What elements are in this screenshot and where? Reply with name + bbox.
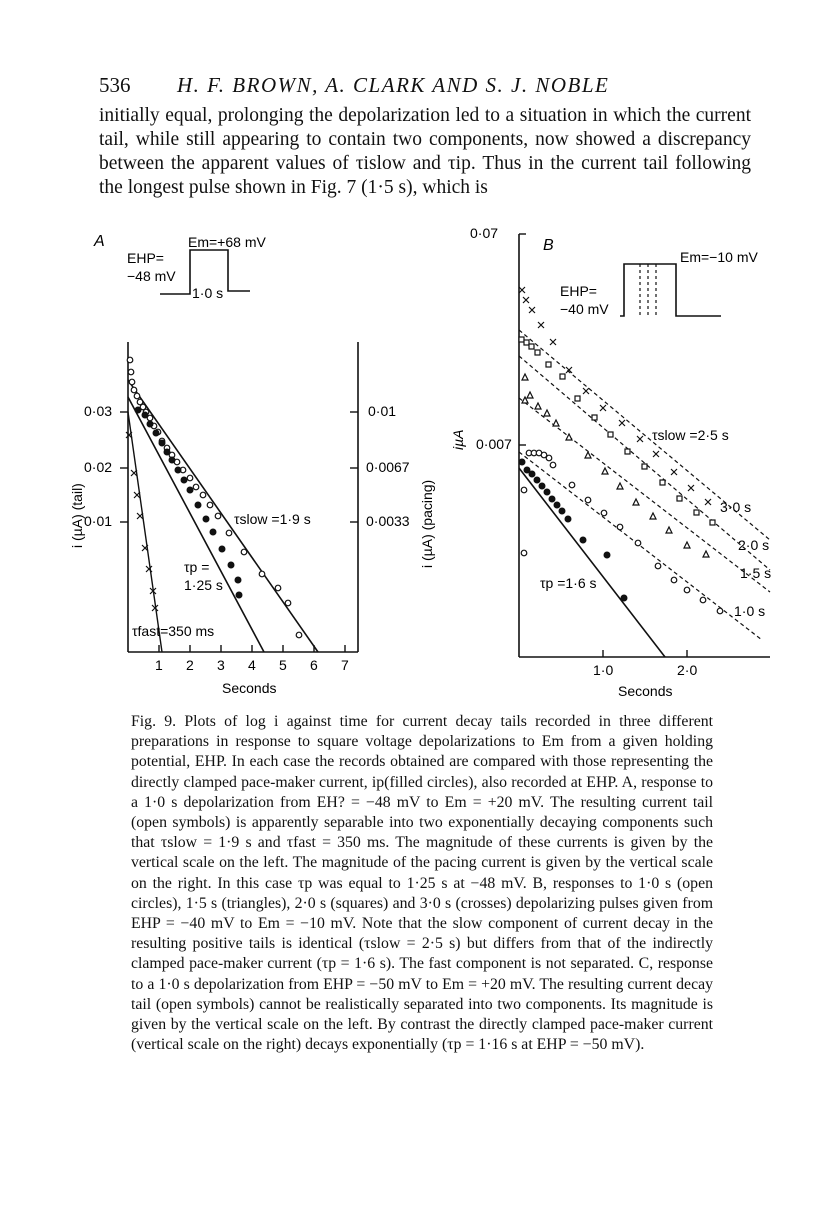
panel-a	[69, 233, 435, 696]
figure-9	[55, 222, 775, 707]
panel-b-x-tick: 2·0	[677, 662, 698, 678]
page-header	[99, 73, 759, 99]
panel-a-x-tick: 4	[248, 657, 256, 673]
panel-a-duration-label: 1·0 s	[192, 285, 224, 301]
running-head-authors: H. F. BROWN, A. CLARK AND S. J. NOBLE	[177, 73, 610, 97]
panel-b-em-label: Em=−10 mV	[680, 249, 758, 265]
panel-b-label: B	[543, 237, 554, 254]
panel-a-label: A	[94, 233, 105, 250]
panel-a-left-tick: 0·01	[84, 513, 113, 529]
panel-b-pulse-label-1s: 1·0 s	[734, 603, 766, 619]
page-number: 536	[99, 73, 131, 97]
panel-b-voltage-protocol	[620, 264, 721, 316]
figure-caption	[131, 712, 713, 1055]
panel-a-tau-fast: τfast=350 ms	[132, 623, 215, 639]
panel-a-x-tick: 2	[186, 657, 194, 673]
panel-a-right-axis-label: i (µA) (pacing)	[419, 479, 435, 568]
panel-a-ehp-label: EHP=	[127, 250, 164, 266]
panel-a-x-axis-label: Seconds	[222, 680, 277, 696]
panel-a-x-tick: 5	[279, 657, 287, 673]
panel-a-tau-slow: τslow =1·9 s	[234, 511, 311, 527]
panel-a-left-tick: 0·03	[84, 403, 113, 419]
body-text	[99, 104, 751, 200]
panel-b-y-axis-label: iµA	[450, 429, 466, 450]
panel-a-right-tick: 0·0067	[366, 459, 410, 475]
panel-b-pacing-fit-line	[519, 468, 665, 657]
panel-b-y-tick: 0·07	[470, 225, 499, 241]
panel-a-right-tick: 0·0033	[366, 513, 410, 529]
panel-b-tau-p: τp =1·6 s	[540, 575, 597, 591]
intro-paragraph: initially equal, prolonging the depolarization led to a situation in which the current tail, while still appearing to contain two components, now showed a discrepancy between the apparent values of τislow and τip. Thus in the current tail following the longest pulse shown in Fig. 7 (1·5 s), which is	[99, 105, 751, 198]
panel-a-x-tick: 1	[155, 657, 163, 673]
panel-b-ehp-value: −40 mV	[560, 301, 609, 317]
panel-a-fast-points	[126, 432, 158, 611]
panel-a-x-tick: 7	[341, 657, 349, 673]
panel-a-fast-fit-line	[128, 412, 162, 652]
panel-b-x-tick: 1·0	[593, 662, 614, 678]
panel-a-x-tick: 6	[310, 657, 318, 673]
panel-b-tau-slow: τslow =2·5 s	[652, 427, 729, 443]
panel-b-slow-fit-lines	[519, 330, 770, 640]
panel-b	[450, 225, 771, 699]
panel-b-pulse-label-2s: 2·0 s	[738, 537, 770, 553]
figure-9-plots	[55, 222, 775, 707]
caption-text: Fig. 9. Plots of log i against time for current decay tails recorded in three different preparations in response to square voltage depolarizations to Em from a given holding potential, EHP. In each case the records obtained are compared with those representing the directly clamped pace-maker current, ip(filled circles), also recorded at EHP. A, response to a 1·0 s depolarization from EH? = −48 mV to Em = +20 mV. The resulting current tail (open symbols) is apparently separable into two exponentially decaying components such that τslow = 1·9 s and τfast = 350 ms. The magnitude of these currents is given by the vertical scale on the left. The magnitude of the pacing current is given by the vertical scale on the right. In this case τp was equal to 1·25 s at −48 mV. B, responses to 1·0 s (open circles), 1·5 s (triangles), 2·0 s (squares) and 3·0 s (crosses) depolarizing pulses given from EHP = −40 mV to Em = −10 mV. Note that the slow component of current decay in the resulting positive tails is identical (τslow = 2·5 s) but differs from that of the indirectly clamped pace-maker current (τp = 1·6 s). The fast component is not separated. C, response to a 1·0 s depolarization from EHP = −50 mV to Em = +20 mV. The resulting current decay tail (open symbols) cannot be realistically separated into two components. Its magnitude is given by the vertical scale on the left. By contrast the directly clamped pace-maker current (vertical scale on the right) decays exponentially (τp = 1·16 s at EHP = −50 mV).	[131, 713, 713, 1054]
panel-a-left-axis-label: i (µA) (tail)	[69, 483, 85, 548]
panel-b-ehp-label: EHP=	[560, 283, 597, 299]
panel-a-x-tick: 3	[217, 657, 225, 673]
panel-b-y-tick: 0·007	[476, 436, 512, 452]
panel-b-protocol-pulse-ends	[640, 264, 656, 316]
panel-b-x-axis-label: Seconds	[618, 683, 673, 699]
panel-b-pulse-label-15s: 1·5 s	[740, 565, 772, 581]
panel-a-left-tick: 0·02	[84, 459, 113, 475]
panel-a-tau-p-value: 1·25 s	[184, 577, 223, 593]
panel-a-tau-p: τp =	[184, 559, 210, 575]
panel-a-right-tick: 0·01	[368, 403, 397, 419]
panel-b-pulse-label-3s: 3·0 s	[720, 499, 752, 515]
panel-a-em-label: Em=+68 mV	[188, 234, 266, 250]
panel-a-ehp-value: −48 mV	[127, 268, 176, 284]
